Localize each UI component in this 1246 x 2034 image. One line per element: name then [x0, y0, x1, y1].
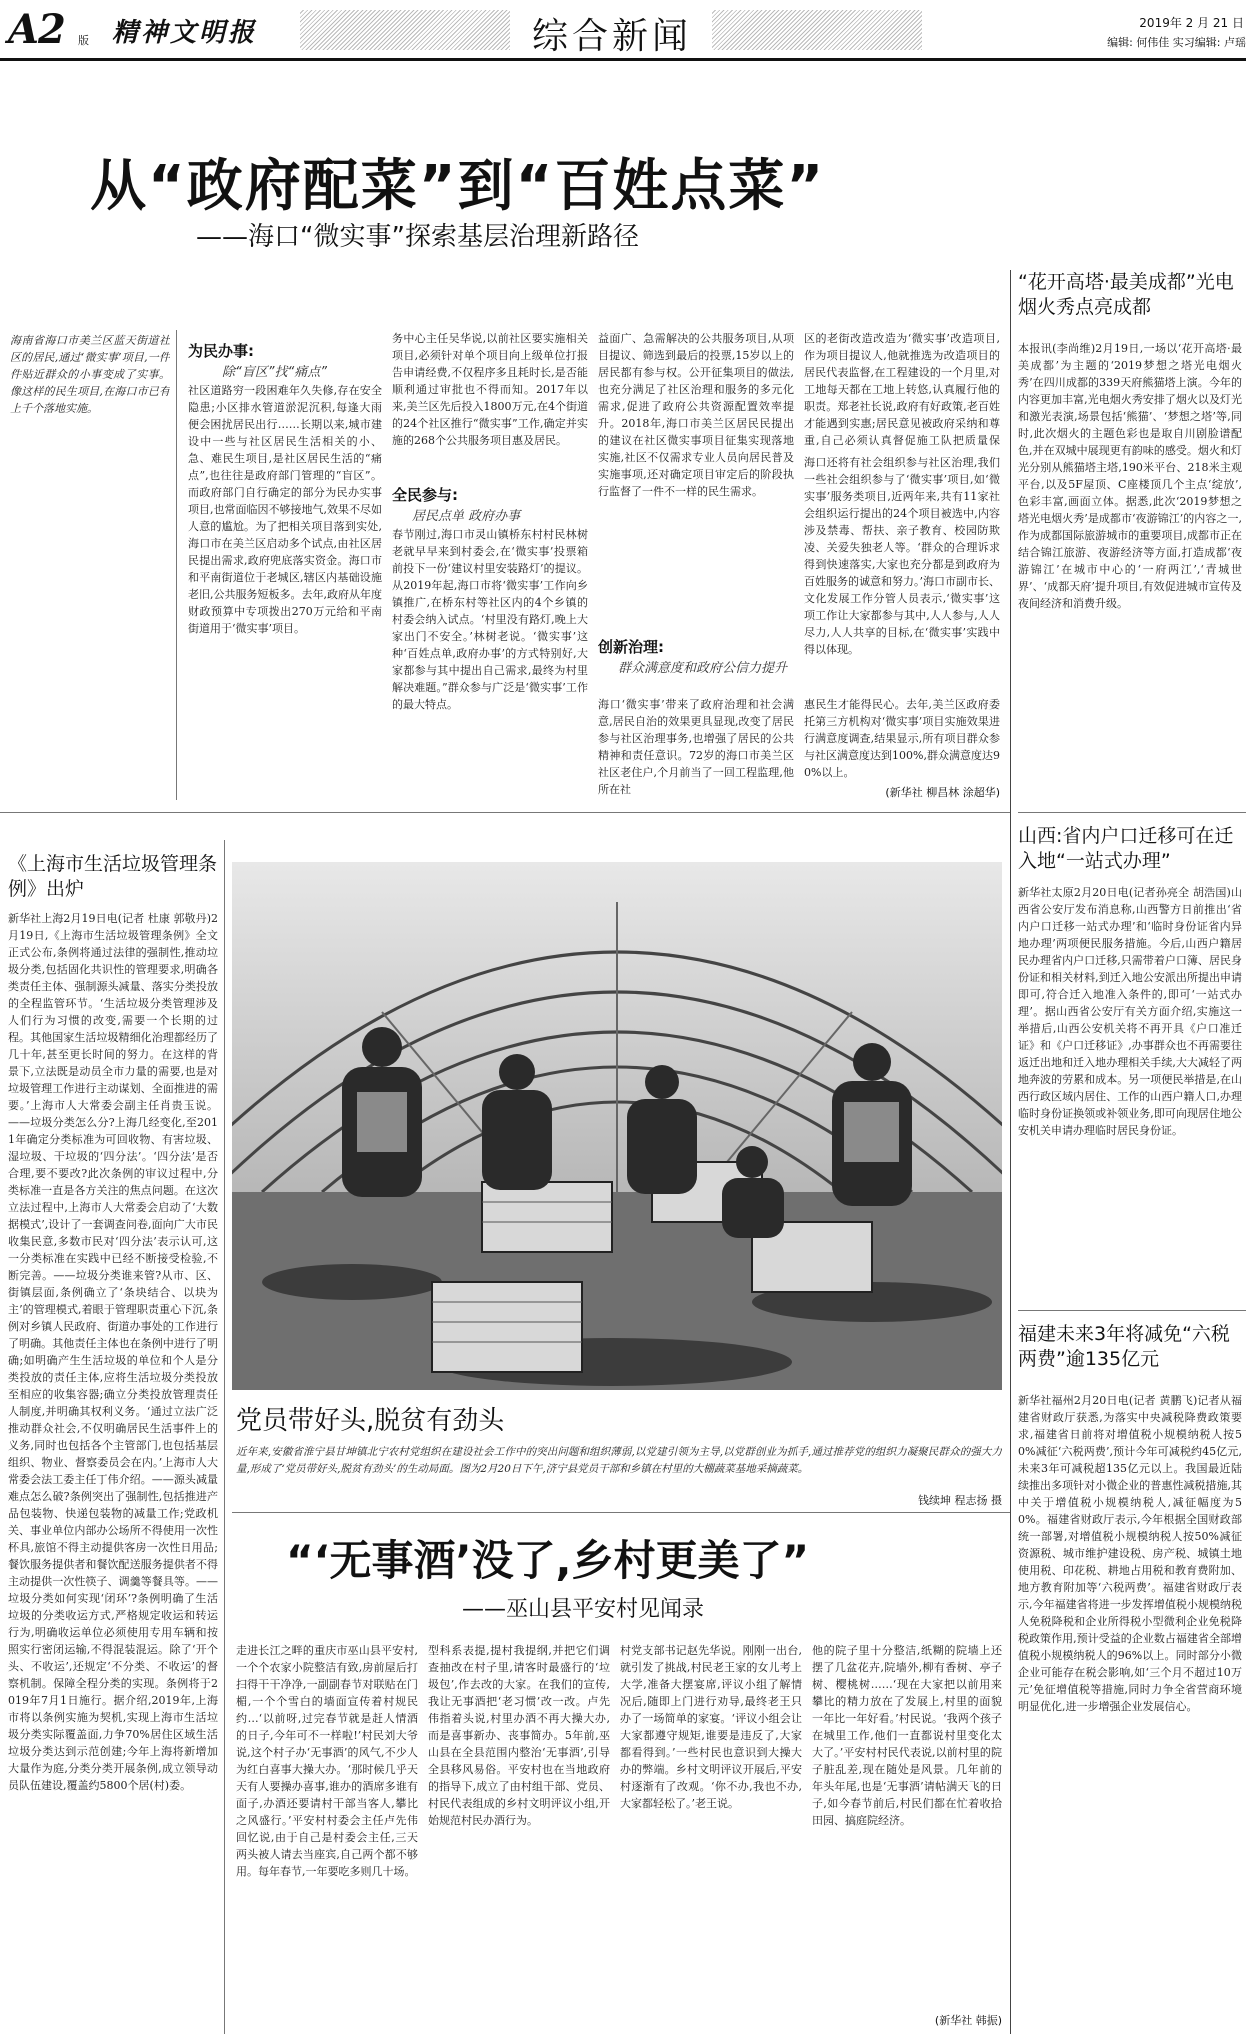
brief-divider [1018, 1310, 1246, 1311]
lead-col1-heading [188, 340, 327, 380]
lead-col4-body2: 海口还将有社会组织参与社区治理,我们一些社会组织参与了‘微实事’项目,如‘微实事’服务类项目,近两年来,共有11家社会组织运行提出的24个项目被选中,内容涉及禁毒、帮扶、亲子教育、校园防欺凌、关爱失独老人等。‘群众的合理诉求得到快速落实,大家也充分都是到政府为百姓服务的诚意和努力。’海口市副市长、文化发展工作分管人员表示,‘微实事’这项工作让大家都参与其中,人人参与,人人尽力,人人共享的目标,在‘微实事’实践中得以体现。 [804, 456, 1000, 656]
lead-col3-body: 益面广、急需解决的公共服务项目,从项目提议、筛选到最后的投票,15岁以上的居民都有参与权。公开征集项目的做法,也充分满足了社区治理和服务的多元化需求,促进了政府公共资源配置效率提升。2018年,海口市美兰区居民民提出的建议在社区微实事项目征集实现落地实施,社区不仅需求专业人员向居民普及实施事项,还对确定项目审定后的阶段执行监督了一件不一样的民生需求。 [598, 332, 794, 498]
greenhouse-photo [232, 862, 1002, 1390]
lead-col4-body3: 惠民生才能得民心。去年,美兰区政府委托第三方机构对‘微实事’项目实施效果进行满意度调查,结果显示,所有项目群众参与社区满意度达到100%,群众满意度达90%以上。 [804, 698, 1000, 779]
page-number-suffix: 版 [78, 34, 89, 47]
section-heading: 创新治理: [598, 638, 664, 656]
section-heading: 为民办事: [188, 342, 254, 360]
masthead [0, 0, 1246, 60]
brief2-body: 新华社太原2月20日电(记者孙亮全 胡浩国)山西省公安厅发布消息称,山西警方日前推出‘省内户口迁移一站式办理’和‘临时身份证省内异地办理’两项便民服务措施。今后,山西户籍居民办理省内户口迁移,只需带着户口簿、居民身份证和相关材料,到迁入地公安派出所提出申请即可,符合迁入地准入条件的,即可‘一站式办理’。据山西省公安厅有关方面介绍,实施这一举措后,山西公安机关将不再开具《户口准迁证》和《户口迁移证》,办事群众也不再需要往返迁出地和迁入地办理相关手续,大大减轻了两地奔波的劳累和成本。另一项便民举措是,在山西行政区域内居住、工作的山西户籍人口,办理临时身份证换领或补领业务,即可向现居住地公安机关申请办理临时居民身份证。 [1018, 886, 1242, 1137]
lead-col3-heading [598, 636, 794, 676]
paper-name: 精神文明报 [112, 18, 258, 48]
section-heading: 全民参与: [392, 486, 458, 504]
editor-credits: 编辑: 何伟佳 实习编辑: 卢瑶 [1107, 36, 1246, 49]
lead-bottom-rule [0, 812, 1010, 813]
lead-col2-body: 务中心主任吴华说,以前社区要实施相关项目,必须针对单个项目向上级单位打报告申请经费,不仅程序多且耗时长,是否能顺利通过审批也不得而知。2017年以来,美兰区先后投入1800万元,在4个街道的24个社区推行“微实事”工作,确定并实施的268个公共服务项目惠及居民。 [392, 332, 588, 447]
photo-credit: 钱续坤 程志扬 摄 [918, 1494, 1002, 1507]
brief3-body: 新华社福州2月20日电(记者 黄鹏飞)记者从福建省财政厅获悉,为落实中央减税降费政策要求,福建省日前将对增值税小规模纳税人按50%减征‘六税两费’,预计今年可减税约45亿元,未来3年可减税超135亿元以上。我国最近陆续推出多项针对小微企业的普惠性减税措施,其中关于增值税小规模纳税人,减征幅度为50%。福建省财政厅表示,今年根据全国财政部统一部署,对增值税小规模纳税人按50%减征资源税、城市维护建设税、房产税、城镇土地使用税、印花税、耕地占用税和教育费附加、地方教育附加等‘六税两费’。福建省财政厅表示,今年福建省将进一步发挥增值税小规模纳税人免税降税和企业所得税小型微利企业免税降税政策作用,预计受益的企业数占福建省全部增值税小规模纳税人的96%以上。同时部分小微企业可能存在税会影响,如‘三个月不超过10万元’免征增值税等措施,同时力争全省营商环境明显优化,进一步增强企业发展信心。 [1018, 1394, 1242, 1713]
second-col2: 型科系表提,提村我提纲,并把它们调查抽改在村子里,请客时最盛行的‘垃圾包’,作去改的大家。在我们的宣传,我让无事酒把‘老习惯’改一改。卢先伟指着头说,村里办酒不再大操大办,而是喜事新办、丧事简办。5年前,巫山县在全县范围内整治‘无事酒’,引导全县移风易俗。平安村也在当地政府的指导下,成立了由村组干部、党员、村民代表组成的乡村文明评议小组,开始规范村民办酒行为。 [428, 1644, 610, 1827]
lead-col4-body: 区的老街改造改造为‘微实事’改造项目,作为项目提议人,他就推选为改造项目的居民代表监督,在工程建设的一个月里,对工地每天都在工地上转悠,认真履行他的职责。郑老社长说,政府有好政策,老百姓才能遇到实惠;居民意见被政府采纳和尊重,自己必须认真督促施工队把质量保 [804, 332, 1000, 447]
lead-col3-body2: 海口‘微实事’带来了政府治理和社会满意,居民自治的效果更具显现,改变了居民参与社区治理事务,也增强了居民的公共精神和责任意识。72岁的海口市美兰区社区老住户,个月前当了一回工程监理,他所在社 [598, 698, 794, 796]
second-headline: “‘无事酒’没了,乡村更美了” [286, 1536, 810, 1585]
masthead-rule [0, 58, 1246, 61]
lead-byline: (新华社 柳昌林 涂超华) [885, 786, 1000, 799]
brief-divider [1018, 812, 1246, 813]
issue-date: 2019年 2 月 21 日 [1139, 16, 1244, 30]
page-number: A2 [8, 6, 65, 53]
second-col4: 他的院子里十分整洁,纸糊的院墙上还摆了几盆花卉,院墙外,柳有香树、亭子树、樱桃树……‘现在大家把以前用来攀比的精力放在了发展上,村里的面貌一年比一年好看。’村民说。‘我两个孩子在城里工作,他们一直都说村里变化太大了。’平安村村民代表说,以前村里的院子脏乱差,现在随处是风景。几年前的年头年尾,也是‘无事酒’请帖满天飞的日子,如今春节前后,村民们都在忙着收拾田园、搞庭院经济。 [812, 1644, 1002, 1827]
section-title: 综合新闻 [531, 16, 692, 57]
brief3-title: 福建未来3年将减免“六税两费”逾135亿元 [1018, 1323, 1230, 1370]
lead-col2-heading [392, 484, 520, 524]
section-subheading: 群众满意度和政府公信力提升 [618, 661, 788, 676]
second-col1: 走进长江之畔的重庆市巫山县平安村,一个个农家小院整洁有致,房前屋后打扫得干干净净,一副副春节对联贴在门楣,一个个雪白的墙面宣传着村规民约…‘以前呀,过完春节就是赶人情酒的日子,今年可不一样啦!’村民刘大爷说,这个村子办‘无事酒’的风气,不少人为红白喜事大操大办。‘那时候几乎天天有人要操办喜事,谁办的酒席多谁有面子,办酒还要请村干部当客人,攀比之风盛行。’平安村村委会主任卢先伟回忆说,由于自己是村委会主任,三天两头被人请去当座宾,自己两个都不够用。每年春节,一年要吃多则几十场。 [236, 1644, 418, 1878]
brief1-title: “花开高塔·最美成都”光电烟火秀点亮成都 [1018, 271, 1234, 318]
column-divider [176, 330, 177, 800]
section-subheading: 除“盲区”找“痛点” [222, 365, 327, 380]
section-subheading: 居民点单 政府办事 [412, 509, 521, 524]
photo-illustration [232, 862, 1002, 1390]
column-divider [224, 840, 225, 2034]
left-brief-title: 《上海市生活垃圾管理条例》出炉 [8, 853, 218, 900]
photo-caption-title: 党员带好头,脱贫有劲头 [236, 1406, 505, 1436]
lead-headline: 从“政府配菜”到“百姓点菜” [90, 154, 826, 219]
lead-col2-body2: 春节刚过,海口市灵山镇桥东村村民林树老就早早来到村委会,在‘微实事’投票箱前投下一份‘建议村里安装路灯’的提议。从2019年起,海口市将‘微实事’工作向乡镇推广,在桥东村等社区内的4个乡镇的村委会纳入试点。‘村里没有路灯,晚上大家出门不安全。’林树老说。‘微实事’这种‘百姓点单,政府办事’的方式特别好,大家都参与其中提出自己需求,最终为村里解决难题。”群众参与广泛是‘微实事’工作的最大特点。 [392, 528, 588, 711]
right-column-rule [1010, 270, 1011, 2034]
masthead-hatch [712, 10, 922, 50]
lead-col1-body: 社区道路穷一段困难年久失修,存在安全隐患;小区排水管道淤泥沉积,每逢大雨便会困扰居民出行……长期以来,城市建设中一些与社区居民生活相关的小、急、难民生项目,是社区居民生活的“痛点”,也往往是政府部门管理的“盲区”。而政府部门自行确定的部分为民办实事项目,也常面临因不够接地气,效果不尽如人意的尴尬。为了把相关项目落到实处,海口市在美兰区启动多个试点,由社区居民提出需求,政府兜底落实资金。海口市和平南街道位于老城区,辖区内基础设施老旧,公共服务短板多。去年,政府从年度财政预算中专项拨出270万元给和平南街道用于‘微实事’项目。 [188, 384, 382, 635]
lead-intro: 海南省海口市美兰区蓝天街道社区的居民,通过‘微实事’项目,一件件贴近群众的小事变成了实事。像这样的民生项目,在海口市已有上千个落地实施。 [10, 334, 170, 415]
second-byline: (新华社 韩振) [934, 2014, 1002, 2027]
left-brief-body: 新华社上海2月19日电(记者 杜康 郭敬丹)2月19日,《上海市生活垃圾管理条例》全文正式公布,条例将通过法律的强制性,推动垃圾分类,包括固化共识性的管理要求,明确各类责任主体、强制源头减量、落实分类投放的全程监管环节。‘生活垃圾分类管理涉及人们行为习惯的改变,需要一个长期的过程。其他国家生活垃圾精细化治理都经历了几十年,甚至更长时间的努力。在这样的背景下,立法既是动员全市力量的需要,也是对垃圾管理工作进行主动谋划、全面推进的需要。’上海市人大常委会副主任肖贵玉说。——垃圾分类怎么分?上海几经变化,至2011年确定分类标准为可回收物、有害垃圾、湿垃圾、干垃圾的‘四分法’。‘四分法’是否合理,要不要改?此次条例的审议过程中,分类标准一直是各方关注的焦点问题。在这次立法过程中,上海市人大常委会启动了‘大数据模式’,设计了一套调查问卷,面向广大市民收集民意,多数市民对‘四分法’表示认可,这一分类标准在实践中已经不断接受检验,不断完善。——垃圾分类谁来管?从市、区、街镇层面,条例确立了‘条块结合、以块为主’的管理模式,着眼于管理职责重心下沉,条例对乡镇人民政府、街道办事处的工作进行了明确。其他责任主体也在条例中进行了明确;如明确产生生活垃圾的单位和个人是分类投放的责任主体,应将生活垃圾分类投放至相应的收集容器;确立分类投放管理责任人制度,并明确其权利义务。‘通过立法广泛推动群众社会,不仅明确居民生活事件上的义务,同时也包括各个主管部门,也包括基层组织、物业、督察委员会在内。’上海市人大常委会法工委主任丁伟介绍。——源头减量难点怎么破?条例突出了强制性,包括推进产品包装物、快递包装物的减量工作;党政机关、事业单位内部办公场所不得使用一次性杯具,旅馆不得主动提供客房一次性日用品;餐饮服务提供者和餐饮配送服务提供者不得主动提供一次性筷子、调羹等餐具等。——垃圾分类如何实现‘闭环’?条例明确了生活垃圾的分类收运方式,严格规定收运和转运行为,明确收运单位必须使用专用车辆和按照实行密闭运输,不得混装混运。除了‘开个头、不收运’,还规定‘不分类、不收运’的督察机制。保障全程分类的实现。条例将于2019年7月1日施行。据介绍,2019年,上海市将以条例实施为契机,实现上海市生活垃圾分类实际覆盖面,力争70%居住区域生活垃圾分类达到示范创建;今年上海将新增加大量作为庭,分类分类开展条例,成立领导动员队伍建设,覆盖约5800个居(村)委。 [8, 912, 218, 1792]
lead-subheadline: ——海口“微实事”探索基层治理新路径 [196, 222, 639, 252]
masthead-hatch [300, 10, 510, 50]
second-col3: 村党支部书记赵先华说。刚刚一出台,就引发了挑战,村民老王家的女儿考上大学,准备大摆宴席,评议小组了解情况后,随即上门进行劝导,最终老王只办了一场简单的家宴。‘评议小组会让大家都遵守规矩,谁要是违反了,大家都看得到。’一些村民也意识到大操大办的弊端。乡村文明评议开展后,平安村逐渐有了改观。‘你不办,我也不办,大家都轻松了。’老王说。 [620, 1644, 802, 1810]
photo-caption-body: 近年来,安徽省淮宁县甘坤镇北宁农村党组织在建设社会工作中的突出问题和组织薄弱,以党建引领为主导,以党群创业为抓手,通过推荐党的组织力凝聚民群众的强大力量,形成了‘党员带好头,脱贫有劲头’的生动局面。图为2月20日下午,济宁县党员干部和乡镇在村里的大棚蔬菜基地采摘蔬菜。 [236, 1446, 1002, 1475]
second-subheadline: ——巫山县平安村见闻录 [462, 1597, 705, 1622]
brief2-title: 山西:省内户口迁移可在迁入地“一站式办理” [1018, 825, 1234, 872]
photo-bottom-rule [232, 1512, 1010, 1513]
brief1-body: 本报讯(李尚维)2月19日,一场以‘花开高塔·最美成都’为主题的‘2019梦想之塔光电烟火秀’在四川成都的339天府熊猫塔上演。今年的内容更加丰富,光电烟火秀安排了烟火以及灯光和激光表演,场景包括‘熊猫’、‘梦想之塔’等,同时,此次烟火的主题色彩也是取自川剧脸谱配色,并在双城中展现更有韵味的感受。烟火和灯光分别从熊猫塔主塔,190米平台、218米主观平台,以及5F屋顶、C座楼顶几个主点‘绽放’,色彩丰富,画面立体。据悉,此次‘2019梦想之塔光电烟火秀’是成都市‘夜游锦江’的内容之一,作为成都国际旅游城市的重要项目,成都市正在结合锦江旅游、夜游经济等方面,打造成都‘夜游锦江’在城市中心的‘一府两江’,‘青城世界’、‘成都天府’提升项目,有效促进城市宣传及夜间经济和消费升级。 [1018, 342, 1242, 610]
